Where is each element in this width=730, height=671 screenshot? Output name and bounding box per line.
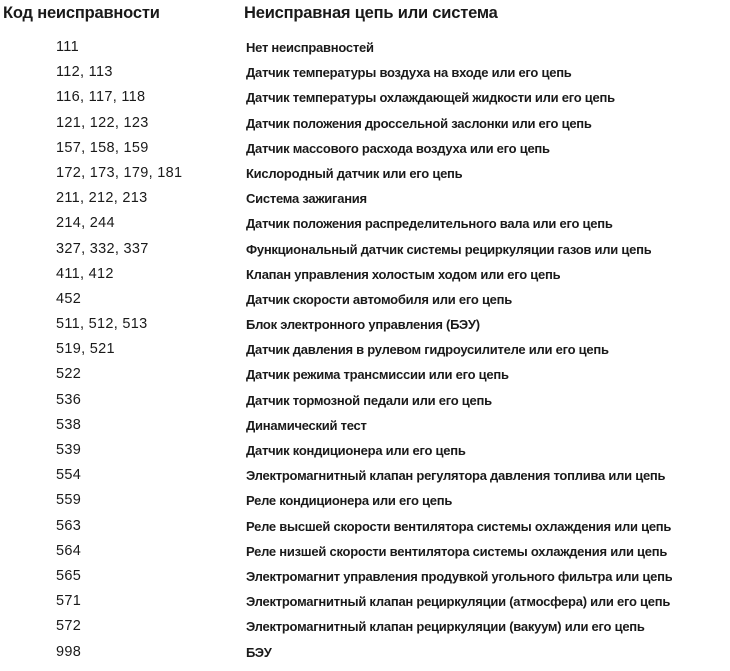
table-row <box>0 88 730 113</box>
fault-code: 411, 412 <box>56 265 114 282</box>
fault-description: Датчик давления в рулевом гидроусилителе или его цепь <box>246 342 609 358</box>
fault-code: 452 <box>56 290 82 307</box>
fault-description: Блок электронного управления (БЭУ) <box>246 317 480 333</box>
fault-code: 157, 158, 159 <box>56 139 149 156</box>
table-header <box>0 4 730 32</box>
table-row <box>0 643 730 668</box>
table-row <box>0 139 730 164</box>
fault-description: Датчик температуры воздуха на входе или его цепь <box>246 65 572 81</box>
fault-code: 112, 113 <box>56 64 113 81</box>
table-row <box>0 491 730 516</box>
fault-code: 327, 332, 337 <box>56 240 149 257</box>
fault-description: Кислородный датчик или его цепь <box>246 165 463 181</box>
table-row <box>0 592 730 617</box>
fault-description: Датчик положения дроссельной заслонки или его цепь <box>246 115 592 131</box>
fault-code: 564 <box>56 542 82 559</box>
fault-code: 211, 212, 213 <box>56 190 148 207</box>
fault-code: 554 <box>56 467 82 484</box>
table-row <box>0 441 730 466</box>
table-row <box>0 240 730 265</box>
table-row <box>0 517 730 542</box>
fault-code: 539 <box>56 442 82 458</box>
fault-code: 571 <box>56 593 82 610</box>
table-row <box>0 542 730 567</box>
table-row <box>0 164 730 189</box>
fault-code: 116, 117, 118 <box>56 89 146 106</box>
fault-code: 522 <box>56 366 82 383</box>
fault-description: Датчик режима трансмиссии или его цепь <box>246 367 509 383</box>
table-row <box>0 617 730 642</box>
fault-description: Датчик кондиционера или его цепь <box>246 443 466 458</box>
fault-code: 121, 122, 123 <box>56 114 149 131</box>
fault-code: 214, 244 <box>56 215 115 232</box>
table-body <box>0 38 730 668</box>
fault-code: 111 <box>56 39 79 55</box>
fault-description: Датчик тормозной педали или его цепь <box>246 392 492 408</box>
table-row <box>0 365 730 390</box>
table-row <box>0 416 730 441</box>
fault-description: Электромагнит управления продувкой угольного фильтра или цепь <box>246 568 673 584</box>
fault-code: 572 <box>56 618 82 635</box>
column-header-code: Код неисправности <box>3 4 160 22</box>
table-row <box>0 214 730 239</box>
fault-code: 563 <box>56 517 82 534</box>
fault-description: Динамический тест <box>246 417 367 433</box>
table-row <box>0 265 730 290</box>
table-row <box>0 114 730 139</box>
fault-description: Датчик температуры охлаждающей жидкости или его цепь <box>246 90 615 106</box>
fault-description: Датчик массового расхода воздуха или его цепь <box>246 140 550 156</box>
fault-description: Реле низшей скорости вентилятора системы охлаждения или цепь <box>246 543 668 559</box>
fault-description: Датчик скорости автомобиля или его цепь <box>246 291 513 307</box>
table-row <box>0 391 730 416</box>
fault-description: Электромагнитный клапан рециркуляции (вакуум) или его цепь <box>246 619 645 635</box>
table-row <box>0 38 730 63</box>
fault-code: 536 <box>56 391 82 408</box>
fault-description: Функциональный датчик системы рециркуляции газов или цепь <box>246 241 652 257</box>
fault-description: Датчик положения распределительного вала или его цепь <box>246 216 613 232</box>
fault-code: 998 <box>56 643 82 660</box>
table-row <box>0 290 730 315</box>
fault-description: Электромагнитный клапан рециркуляции (атмосфера) или его цепь <box>246 594 671 610</box>
table-row <box>0 63 730 88</box>
fault-description: Реле кондиционера или его цепь <box>246 493 453 509</box>
table-row <box>0 340 730 365</box>
fault-code: 538 <box>56 416 82 433</box>
fault-code: 565 <box>56 567 82 584</box>
column-header-description: Неисправная цепь или система <box>244 4 498 22</box>
fault-description: БЭУ <box>246 644 272 660</box>
fault-description: Система зажигания <box>246 191 367 207</box>
table-row <box>0 315 730 340</box>
table-row <box>0 189 730 214</box>
fault-description: Клапан управления холостым ходом или его цепь <box>246 266 561 282</box>
fault-code: 519, 521 <box>56 341 115 358</box>
table-row <box>0 466 730 491</box>
fault-description: Реле высшей скорости вентилятора системы охлаждения или цепь <box>246 518 672 534</box>
fault-code: 511, 512, 513 <box>56 316 148 333</box>
fault-description: Электромагнитный клапан регулятора давления топлива или цепь <box>246 468 666 484</box>
fault-description: Нет неисправностей <box>246 40 374 55</box>
fault-code: 559 <box>56 492 82 509</box>
table-row <box>0 567 730 592</box>
fault-code: 172, 173, 179, 181 <box>56 164 183 181</box>
